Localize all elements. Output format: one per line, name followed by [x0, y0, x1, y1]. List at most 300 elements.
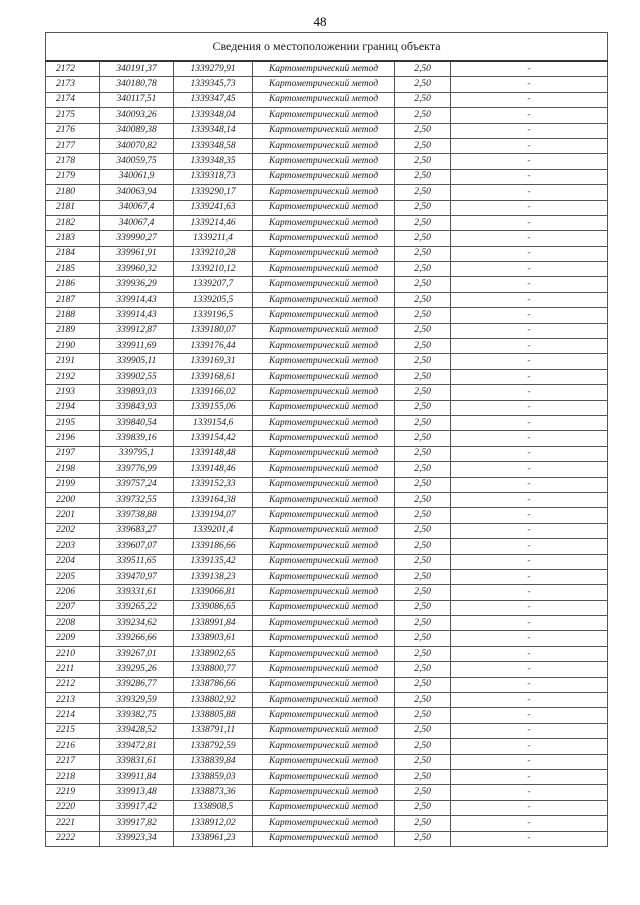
note-cell: -: [451, 616, 608, 631]
point-number-cell: 2190: [46, 339, 100, 354]
accuracy-cell: 2,50: [395, 693, 451, 708]
coord-x-cell: 339936,29: [100, 277, 174, 292]
note-cell: -: [451, 508, 608, 523]
accuracy-cell: 2,50: [395, 646, 451, 661]
coord-x-cell: 339738,88: [100, 508, 174, 523]
note-cell: -: [451, 185, 608, 200]
coord-y-cell: 1339155,06: [174, 400, 253, 415]
table-row: [46, 339, 608, 354]
table-row: [46, 800, 608, 815]
note-cell: -: [451, 339, 608, 354]
accuracy-cell: 2,50: [395, 816, 451, 831]
point-number-cell: 2206: [46, 585, 100, 600]
coord-y-cell: 1339154,42: [174, 431, 253, 446]
note-cell: -: [451, 523, 608, 538]
accuracy-cell: 2,50: [395, 569, 451, 584]
accuracy-cell: 2,50: [395, 169, 451, 184]
accuracy-cell: 2,50: [395, 200, 451, 215]
accuracy-cell: 2,50: [395, 339, 451, 354]
coord-y-cell: 1339194,07: [174, 508, 253, 523]
point-number-cell: 2188: [46, 308, 100, 323]
method-cell: Картометрический метод: [253, 585, 395, 600]
note-cell: -: [451, 831, 608, 846]
coord-x-cell: 339331,61: [100, 585, 174, 600]
accuracy-cell: 2,50: [395, 769, 451, 784]
point-number-cell: 2193: [46, 385, 100, 400]
accuracy-cell: 2,50: [395, 108, 451, 123]
coord-y-cell: 1339176,44: [174, 339, 253, 354]
point-number-cell: 2220: [46, 800, 100, 815]
coord-y-cell: 1339210,28: [174, 246, 253, 261]
point-number-cell: 2203: [46, 539, 100, 554]
accuracy-cell: 2,50: [395, 600, 451, 615]
point-number-cell: 2207: [46, 600, 100, 615]
table-row: [46, 123, 608, 138]
table-row: [46, 723, 608, 738]
accuracy-cell: 2,50: [395, 92, 451, 107]
note-cell: -: [451, 739, 608, 754]
method-cell: Картометрический метод: [253, 431, 395, 446]
table-row: [46, 816, 608, 831]
coord-y-cell: 1338802,92: [174, 693, 253, 708]
method-cell: Картометрический метод: [253, 138, 395, 153]
accuracy-cell: 2,50: [395, 215, 451, 230]
point-number-cell: 2200: [46, 492, 100, 507]
method-cell: Картометрический метод: [253, 92, 395, 107]
note-cell: -: [451, 477, 608, 492]
coord-y-cell: 1339207,7: [174, 277, 253, 292]
table-row: [46, 169, 608, 184]
method-cell: Картометрический метод: [253, 769, 395, 784]
method-cell: Картометрический метод: [253, 292, 395, 307]
coord-x-cell: 339831,61: [100, 754, 174, 769]
note-cell: -: [451, 77, 608, 92]
coord-y-cell: 1338873,36: [174, 785, 253, 800]
table-row: [46, 554, 608, 569]
table-row: [46, 600, 608, 615]
note-cell: -: [451, 92, 608, 107]
coord-x-cell: 339902,55: [100, 369, 174, 384]
accuracy-cell: 2,50: [395, 616, 451, 631]
coord-x-cell: 339911,84: [100, 769, 174, 784]
point-number-cell: 2180: [46, 185, 100, 200]
point-number-cell: 2222: [46, 831, 100, 846]
method-cell: Картометрический метод: [253, 400, 395, 415]
note-cell: -: [451, 123, 608, 138]
coord-x-cell: 340093,26: [100, 108, 174, 123]
coord-y-cell: 1339180,07: [174, 323, 253, 338]
coord-x-cell: 339511,65: [100, 554, 174, 569]
accuracy-cell: 2,50: [395, 754, 451, 769]
coord-y-cell: 1339169,31: [174, 354, 253, 369]
table-row: [46, 508, 608, 523]
accuracy-cell: 2,50: [395, 77, 451, 92]
coord-x-cell: 339382,75: [100, 708, 174, 723]
coord-x-cell: 339912,87: [100, 323, 174, 338]
coord-x-cell: 340067,4: [100, 200, 174, 215]
point-number-cell: 2187: [46, 292, 100, 307]
coord-y-cell: 1339186,66: [174, 539, 253, 554]
table-row: [46, 385, 608, 400]
coord-x-cell: 339914,43: [100, 292, 174, 307]
point-number-cell: 2197: [46, 446, 100, 461]
point-number-cell: 2212: [46, 677, 100, 692]
coord-y-cell: 1339241,63: [174, 200, 253, 215]
point-number-cell: 2195: [46, 415, 100, 430]
table-row: [46, 246, 608, 261]
method-cell: Картометрический метод: [253, 662, 395, 677]
note-cell: -: [451, 262, 608, 277]
coord-x-cell: 339329,59: [100, 693, 174, 708]
point-number-cell: 2219: [46, 785, 100, 800]
coord-y-cell: 1338991,84: [174, 616, 253, 631]
coord-x-cell: 339923,34: [100, 831, 174, 846]
coord-x-cell: 339911,69: [100, 339, 174, 354]
coord-y-cell: 1338805,88: [174, 708, 253, 723]
table-row: [46, 215, 608, 230]
table-row: [46, 369, 608, 384]
method-cell: Картометрический метод: [253, 646, 395, 661]
coordinates-sheet: [45, 32, 607, 847]
table-row: [46, 415, 608, 430]
coord-x-cell: 339683,27: [100, 523, 174, 538]
method-cell: Картометрический метод: [253, 816, 395, 831]
coord-x-cell: 339607,07: [100, 539, 174, 554]
method-cell: Картометрический метод: [253, 708, 395, 723]
method-cell: Картометрический метод: [253, 277, 395, 292]
note-cell: -: [451, 369, 608, 384]
accuracy-cell: 2,50: [395, 723, 451, 738]
coord-x-cell: 340117,51: [100, 92, 174, 107]
method-cell: Картометрический метод: [253, 677, 395, 692]
point-number-cell: 2191: [46, 354, 100, 369]
coord-y-cell: 1339348,14: [174, 123, 253, 138]
note-cell: -: [451, 431, 608, 446]
coord-y-cell: 1339138,23: [174, 569, 253, 584]
accuracy-cell: 2,50: [395, 554, 451, 569]
method-cell: Картометрический метод: [253, 800, 395, 815]
method-cell: Картометрический метод: [253, 108, 395, 123]
point-number-cell: 2202: [46, 523, 100, 538]
coord-x-cell: 339472,81: [100, 739, 174, 754]
method-cell: Картометрический метод: [253, 215, 395, 230]
accuracy-cell: 2,50: [395, 785, 451, 800]
coord-x-cell: 339470,97: [100, 569, 174, 584]
method-cell: Картометрический метод: [253, 323, 395, 338]
coord-y-cell: 1338791,11: [174, 723, 253, 738]
coord-x-cell: 340089,38: [100, 123, 174, 138]
point-number-cell: 2189: [46, 323, 100, 338]
coord-y-cell: 1339348,58: [174, 138, 253, 153]
coord-x-cell: 339917,42: [100, 800, 174, 815]
method-cell: Картометрический метод: [253, 200, 395, 215]
method-cell: Картометрический метод: [253, 123, 395, 138]
point-number-cell: 2173: [46, 77, 100, 92]
table-row: [46, 708, 608, 723]
note-cell: -: [451, 231, 608, 246]
point-number-cell: 2218: [46, 769, 100, 784]
coord-y-cell: 1339086,65: [174, 600, 253, 615]
note-cell: -: [451, 585, 608, 600]
coord-x-cell: 339265,22: [100, 600, 174, 615]
coord-x-cell: 340191,37: [100, 61, 174, 77]
accuracy-cell: 2,50: [395, 231, 451, 246]
note-cell: -: [451, 61, 608, 77]
accuracy-cell: 2,50: [395, 400, 451, 415]
coord-y-cell: 1339168,61: [174, 369, 253, 384]
note-cell: -: [451, 108, 608, 123]
accuracy-cell: 2,50: [395, 415, 451, 430]
table-row: [46, 277, 608, 292]
point-number-cell: 2217: [46, 754, 100, 769]
table-row: [46, 292, 608, 307]
note-cell: -: [451, 631, 608, 646]
coord-y-cell: 1338859,03: [174, 769, 253, 784]
note-cell: -: [451, 800, 608, 815]
method-cell: Картометрический метод: [253, 369, 395, 384]
method-cell: Картометрический метод: [253, 462, 395, 477]
coord-y-cell: 1339210,12: [174, 262, 253, 277]
note-cell: -: [451, 754, 608, 769]
table-title: Сведения о местоположении границ объекта: [46, 33, 608, 62]
accuracy-cell: 2,50: [395, 123, 451, 138]
point-number-cell: 2177: [46, 138, 100, 153]
coord-y-cell: 1339348,35: [174, 154, 253, 169]
method-cell: Картометрический метод: [253, 262, 395, 277]
coord-x-cell: 340180,78: [100, 77, 174, 92]
point-number-cell: 2208: [46, 616, 100, 631]
coord-y-cell: 1338786,66: [174, 677, 253, 692]
point-number-cell: 2174: [46, 92, 100, 107]
note-cell: -: [451, 215, 608, 230]
table-title-row: [46, 33, 608, 62]
coord-y-cell: 1338912,02: [174, 816, 253, 831]
accuracy-cell: 2,50: [395, 369, 451, 384]
accuracy-cell: 2,50: [395, 831, 451, 846]
coord-y-cell: 1338902,65: [174, 646, 253, 661]
coord-x-cell: 339843,93: [100, 400, 174, 415]
coord-y-cell: 1339347,45: [174, 92, 253, 107]
table-row: [46, 523, 608, 538]
accuracy-cell: 2,50: [395, 585, 451, 600]
table-row: [46, 154, 608, 169]
method-cell: Картометрический метод: [253, 169, 395, 184]
accuracy-cell: 2,50: [395, 385, 451, 400]
method-cell: Картометрический метод: [253, 631, 395, 646]
coord-x-cell: 340061,9: [100, 169, 174, 184]
coord-x-cell: 339960,32: [100, 262, 174, 277]
accuracy-cell: 2,50: [395, 292, 451, 307]
coord-x-cell: 339757,24: [100, 477, 174, 492]
method-cell: Картометрический метод: [253, 415, 395, 430]
accuracy-cell: 2,50: [395, 262, 451, 277]
note-cell: -: [451, 200, 608, 215]
note-cell: -: [451, 554, 608, 569]
coord-y-cell: 1339279,91: [174, 61, 253, 77]
accuracy-cell: 2,50: [395, 154, 451, 169]
accuracy-cell: 2,50: [395, 323, 451, 338]
point-number-cell: 2185: [46, 262, 100, 277]
table-row: [46, 138, 608, 153]
coord-y-cell: 1339214,46: [174, 215, 253, 230]
method-cell: Картометрический метод: [253, 831, 395, 846]
coord-x-cell: 339913,48: [100, 785, 174, 800]
point-number-cell: 2192: [46, 369, 100, 384]
coord-y-cell: 1339345,73: [174, 77, 253, 92]
table-row: [46, 446, 608, 461]
accuracy-cell: 2,50: [395, 308, 451, 323]
table-row: [46, 677, 608, 692]
point-number-cell: 2176: [46, 123, 100, 138]
table-row: [46, 200, 608, 215]
coord-y-cell: 1339196,5: [174, 308, 253, 323]
method-cell: Картометрический метод: [253, 754, 395, 769]
accuracy-cell: 2,50: [395, 185, 451, 200]
table-row: [46, 646, 608, 661]
accuracy-cell: 2,50: [395, 708, 451, 723]
accuracy-cell: 2,50: [395, 462, 451, 477]
coord-y-cell: 1339318,73: [174, 169, 253, 184]
coord-x-cell: 339961,91: [100, 246, 174, 261]
note-cell: -: [451, 785, 608, 800]
point-number-cell: 2205: [46, 569, 100, 584]
table-row: [46, 77, 608, 92]
point-number-cell: 2196: [46, 431, 100, 446]
point-number-cell: 2221: [46, 816, 100, 831]
coord-x-cell: 340059,75: [100, 154, 174, 169]
coord-x-cell: 339795,1: [100, 446, 174, 461]
note-cell: -: [451, 769, 608, 784]
point-number-cell: 2183: [46, 231, 100, 246]
note-cell: -: [451, 569, 608, 584]
table-row: [46, 739, 608, 754]
table-row: [46, 662, 608, 677]
point-number-cell: 2216: [46, 739, 100, 754]
coord-y-cell: 1339148,48: [174, 446, 253, 461]
point-number-cell: 2194: [46, 400, 100, 415]
table-row: [46, 431, 608, 446]
coord-y-cell: 1339148,46: [174, 462, 253, 477]
accuracy-cell: 2,50: [395, 246, 451, 261]
point-number-cell: 2210: [46, 646, 100, 661]
coord-y-cell: 1338792,59: [174, 739, 253, 754]
coord-x-cell: 339917,82: [100, 816, 174, 831]
method-cell: Картометрический метод: [253, 723, 395, 738]
coord-x-cell: 339914,43: [100, 308, 174, 323]
table-row: [46, 308, 608, 323]
method-cell: Картометрический метод: [253, 739, 395, 754]
coord-y-cell: 1338800,77: [174, 662, 253, 677]
method-cell: Картометрический метод: [253, 785, 395, 800]
coord-x-cell: 339839,16: [100, 431, 174, 446]
table-row: [46, 693, 608, 708]
note-cell: -: [451, 816, 608, 831]
note-cell: -: [451, 138, 608, 153]
coord-y-cell: 1339154,6: [174, 415, 253, 430]
method-cell: Картометрический метод: [253, 354, 395, 369]
coord-y-cell: 1339164,38: [174, 492, 253, 507]
coord-x-cell: 339295,26: [100, 662, 174, 677]
table-row: [46, 831, 608, 846]
note-cell: -: [451, 292, 608, 307]
note-cell: -: [451, 462, 608, 477]
accuracy-cell: 2,50: [395, 508, 451, 523]
accuracy-cell: 2,50: [395, 662, 451, 677]
accuracy-cell: 2,50: [395, 138, 451, 153]
coord-x-cell: 339234,62: [100, 616, 174, 631]
coord-y-cell: 1338839,84: [174, 754, 253, 769]
note-cell: -: [451, 169, 608, 184]
accuracy-cell: 2,50: [395, 631, 451, 646]
coord-x-cell: 339428,52: [100, 723, 174, 738]
accuracy-cell: 2,50: [395, 431, 451, 446]
coord-x-cell: 339267,01: [100, 646, 174, 661]
note-cell: -: [451, 400, 608, 415]
table-row: [46, 569, 608, 584]
table-row: [46, 108, 608, 123]
point-number-cell: 2186: [46, 277, 100, 292]
table-row: [46, 477, 608, 492]
note-cell: -: [451, 415, 608, 430]
coord-x-cell: 340070,82: [100, 138, 174, 153]
method-cell: Картометрический метод: [253, 339, 395, 354]
note-cell: -: [451, 723, 608, 738]
method-cell: Картометрический метод: [253, 61, 395, 77]
point-number-cell: 2184: [46, 246, 100, 261]
table-row: [46, 539, 608, 554]
accuracy-cell: 2,50: [395, 677, 451, 692]
accuracy-cell: 2,50: [395, 523, 451, 538]
accuracy-cell: 2,50: [395, 277, 451, 292]
coord-y-cell: 1338908,5: [174, 800, 253, 815]
point-number-cell: 2172: [46, 61, 100, 77]
method-cell: Картометрический метод: [253, 231, 395, 246]
accuracy-cell: 2,50: [395, 800, 451, 815]
method-cell: Картометрический метод: [253, 539, 395, 554]
method-cell: Картометрический метод: [253, 446, 395, 461]
note-cell: -: [451, 677, 608, 692]
table-row: [46, 616, 608, 631]
table-row: [46, 400, 608, 415]
page-number: 48: [313, 14, 327, 29]
note-cell: -: [451, 446, 608, 461]
method-cell: Картометрический метод: [253, 569, 395, 584]
method-cell: Картометрический метод: [253, 246, 395, 261]
coord-y-cell: 1339211,4: [174, 231, 253, 246]
table-row: [46, 262, 608, 277]
point-number-cell: 2201: [46, 508, 100, 523]
table-row: [46, 631, 608, 646]
point-number-cell: 2179: [46, 169, 100, 184]
coord-x-cell: 339905,11: [100, 354, 174, 369]
coord-y-cell: 1338903,61: [174, 631, 253, 646]
table-body: [46, 61, 608, 846]
coord-y-cell: 1338961,23: [174, 831, 253, 846]
table-row: [46, 92, 608, 107]
note-cell: -: [451, 662, 608, 677]
point-number-cell: 2204: [46, 554, 100, 569]
coord-x-cell: 340063,94: [100, 185, 174, 200]
table-row: [46, 785, 608, 800]
table-row: [46, 462, 608, 477]
note-cell: -: [451, 646, 608, 661]
note-cell: -: [451, 154, 608, 169]
method-cell: Картометрический метод: [253, 385, 395, 400]
method-cell: Картометрический метод: [253, 693, 395, 708]
note-cell: -: [451, 246, 608, 261]
accuracy-cell: 2,50: [395, 61, 451, 77]
coord-x-cell: 339266,66: [100, 631, 174, 646]
